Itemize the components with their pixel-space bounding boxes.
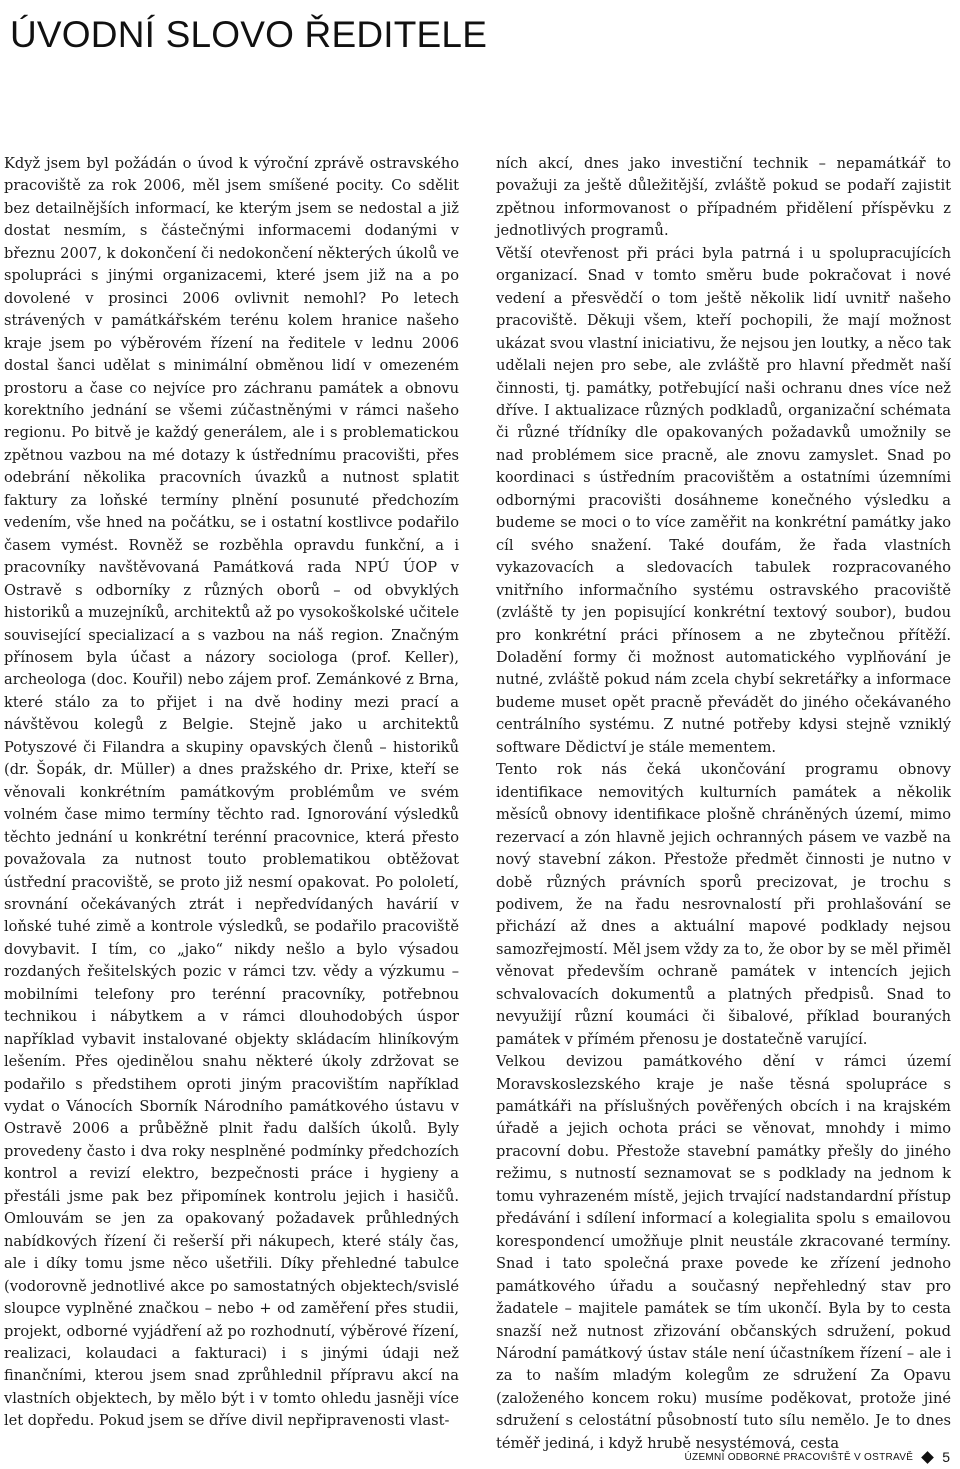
paragraph: ních akcí, dnes jako investiční technik – nepamátkář to považuji za ještě důležitější, zvláště pokud se podaří zajistit zpětnou informovanost o případném přidělení příspěvku z jednotlivých programů. <box>496 155 951 240</box>
left-column <box>4 153 459 1433</box>
diamond-icon <box>921 1451 934 1464</box>
paragraph: Tento rok nás čeká ukončování programu obnovy identifikace nemovitých kulturních památek a několik měsíců obnovy identifikace plošně chráněných území, mimo rezervací a zón hlavně jejich ochranných pásem ve vazbě na nový stavební zákon. Přestože předmět činnosti je nutno v době různých právních sporů precizovat, je trochu s podivem, že na řadu nesrovnalostí při prohlašování se přichází až dnes a aktuální mapové podklady nejsou samozřejmostí. Měl jsem vždy za to, že obor by se měl přiměl věnovat především ochraně památek v intencích jejich schvalovacích dokumentů a platných předpisů. Snad to nevyužijí různí koumáci či šibalové, příklad bouraných památek v přímém přenosu je dostatečně varující. <box>496 761 951 1048</box>
paragraph: Velkou devizou památkového dění v rámci území Moravskoslezského kraje je naše těsná spolupráce s památkáři na příslušných pověřených obcích i na krajském úřadě a jejich ochota práci se věnovat, mnohdy i mimo pracovní dobu. Přestože stavební památky přešly do jiného režimu, s nutností seznamovat se s podklady na jednom k tomu vyhrazeném místě, jejich trvající nadstandardní přístup předávání i sdílení informací a kolegialita spolu s emailovou korespondencí umožňuje plnit neustále zkracované termíny. Snad i tato společná praxe povede ke zřízení jednoho památkového úřadu a současný nepřehledný stav pro žadatele – majitele památek se tím ukončí. Byla by to cesta snazší než nutnost zřizování občanských sdružení, pokud Národní památkový ústav stále není účastníkem řízení – ale i za to naším mladým kolegům ze sdružení Za Opavu (založeného koncem roku) musíme poděkovat, protože jiné sdružení s celostátní působností tuto sílu nemělo. Je to dnes téměř jediná, i když hrubě nesystémová, cesta <box>496 1053 951 1452</box>
paragraph: Když jsem byl požádán o úvod k výroční zprávě ostravského pracoviště za rok 2006, měl jsem smíšené pocity. Co sdělit bez detailnějších informací, ke kterým jsem se nedostal a již dostat nesmím, s částečnými informacemi dodanými v březnu 2007, k dokončení či nedokončení některých úkolů ve spolupráci s jinými organizacemi, které jsem již na a po dovolené v prosinci 2006 ovlivnit nemohl? Po letech strávených v památkářském terénu kolem hranice našeho kraje jsem po výběrovém řízení na ředitele v lednu 2006 dostal šanci udělat s minimální obměnou lidí v omezeném prostoru a čase co nejvíce pro záchranu památek a obnovu korektního jednání se všemi zúčastněnými v rámci našeho regionu. Po bitvě je každý generálem, ale i s problematickou zpětnou vazbou na mé dotazy k ústřednímu pracovišti, přes odebrání několika pracovních úvazků a nutnost splatit faktury za loňské termíny plnění posunuté předchozím vedením, vše hned na počátku, se i ostatní kostlivce podařilo časem vymést. Rovněž se rozběhla opravdu funkční, a i pracovníky navštěvovaná Památková rada NPÚ ÚOP v Ostravě s odborníky z různých oborů – od obvyklých historiků a muzejníků, architektů až po vysokoškolské učitele související specializací a s vazbou na náš region. Značným přínosem byla účast a názory sociologa (prof. Keller), archeologa (doc. Kouřil) nebo zájem prof. Zemánkové z Brna, které stálo za to přijet i na dvě hodiny mezi prací a návštěvou kolegů z Belgie. Stejně jako u architektů Potyszové či Filandra a skupiny opavských členů – historiků (dr. Šopák, dr. Müller) a dnes pražského dr. Prixe, kteří se věnovali konkrétním památkovým problémům ve svém volném čase mimo termíny těchto rad. Ignorování výsledků těchto jednání u konkrétní terénní pracovnice, která přesto považovala za nutnost touto problematikou obtěžovat ústřední pracoviště, se proto již nesmí opakovat. Po pololetí, srovnání očekávaných ztrát i nepředvídaných havárií v loňské tuhé zimě a kontrole výsledků, se podařilo pracoviště dovybavit. I tím, co „jako“ nikdy nešlo a bylo výsadou rozdaných řešitelských pozic v rámci tzv. vědy a výzkumu – mobilními telefony pro terénní pracovníky, potřebnou technikou i nábytkem a v rámci dlouhodobých úspor například vybavit instalované objekty skládacím hliníkovým lešením. Přes ojedinělou snahu některé úkoly zdržovat se podařilo s předstihem oproti jiným pracovištím například vydat o Vánocích Sborník Národního památkového ústavu v Ostravě 2006 a průběžně plnit řadu dalších úkolů. Byly provedeny často i dva roky nesplněné podmínky předchozích kontrol a revizí elektro, bezpečnosti práce i hygieny a přestáli jsme pak bez připomínek kontrolu jejich i hasičů. Omlouvám se jen za opakovaný požadavek průhledných nabídkových řízení či rešerší při nákupech, které stály čas, ale i díky tomu jsme něco ušetřili. Díky přehledné tabulce (vodorovně jednotlivé akce po samostatných objektech/svislé sloupce vyplněné značkou – nebo + od zaměření přes studii, projekt, odborné vyjádření až po rozhodnutí, výběrové řízení, realizaci, kolaudaci a fakturaci) i s jinými údaji než finančními, kterou jsem snad zprůhlednil přípravu akcí na vlastních objektech, by mělo být i v tomto ohledu jasněji více let dopředu. Pokud jsem se dříve divil nepřipravenosti vlast- <box>4 155 459 1430</box>
footer-institution: ÚZEMNÍ ODBORNÉ PRACOVIŠTĚ V OSTRAVĚ <box>684 1451 914 1463</box>
right-column <box>496 153 951 1455</box>
page-title: ÚVODNÍ SLOVO ŘEDITELE <box>10 14 488 55</box>
paragraph: Větší otevřenost při práci byla patrná i u spolupracujících organizací. Snad v tomto směru bude pokračovat i nové vedení a přesvědčí o tom ještě několik lidí uvnitř našeho pracoviště. Děkuji všem, kteří pochopili, že mají možnost ukázat svou vlastní iniciativu, že nejsou jen loutky, a něco tak udělali nejen pro sebe, ale zvláště pro hlavní předmět naší činnosti, tj. památky, potřebující naši ochranu dnes více než dříve. I aktualizace různých podkladů, organizační schémata či různé třídníky dle opakovaných požadavků umožnily se nad problémem sice pracně, ale znovu zamyslet. Snad po koordinaci s ústředním pracovištěm a ostatními územními odbornými pracovišti dosáhneme konečného výsledku a budeme se moci o to více zaměřit na konkrétní památky jako cíl svého snažení. Také doufám, že řada vlastních vykazovacích a sledovacích tabulek rozpracovaného vnitřního informačního systému ostravského pracoviště (zvláště ty jen popisující konkrétní textový soubor), budou pro konkrétní práci přínosem a ne zbytečnou přítěží. Doladění formy či možnost automatického vyplňování je nutné, zvláště pokud nám zcela chybí sekretářky a informace budeme muset opět pracně převádět do jiného očekávaného centrálního systému. Z nutné potřeby kdysi stejně vzniklý software Dědictví je stále mementem. <box>496 244 951 756</box>
page-number: 5 <box>942 1449 950 1465</box>
page-footer <box>685 1449 950 1465</box>
